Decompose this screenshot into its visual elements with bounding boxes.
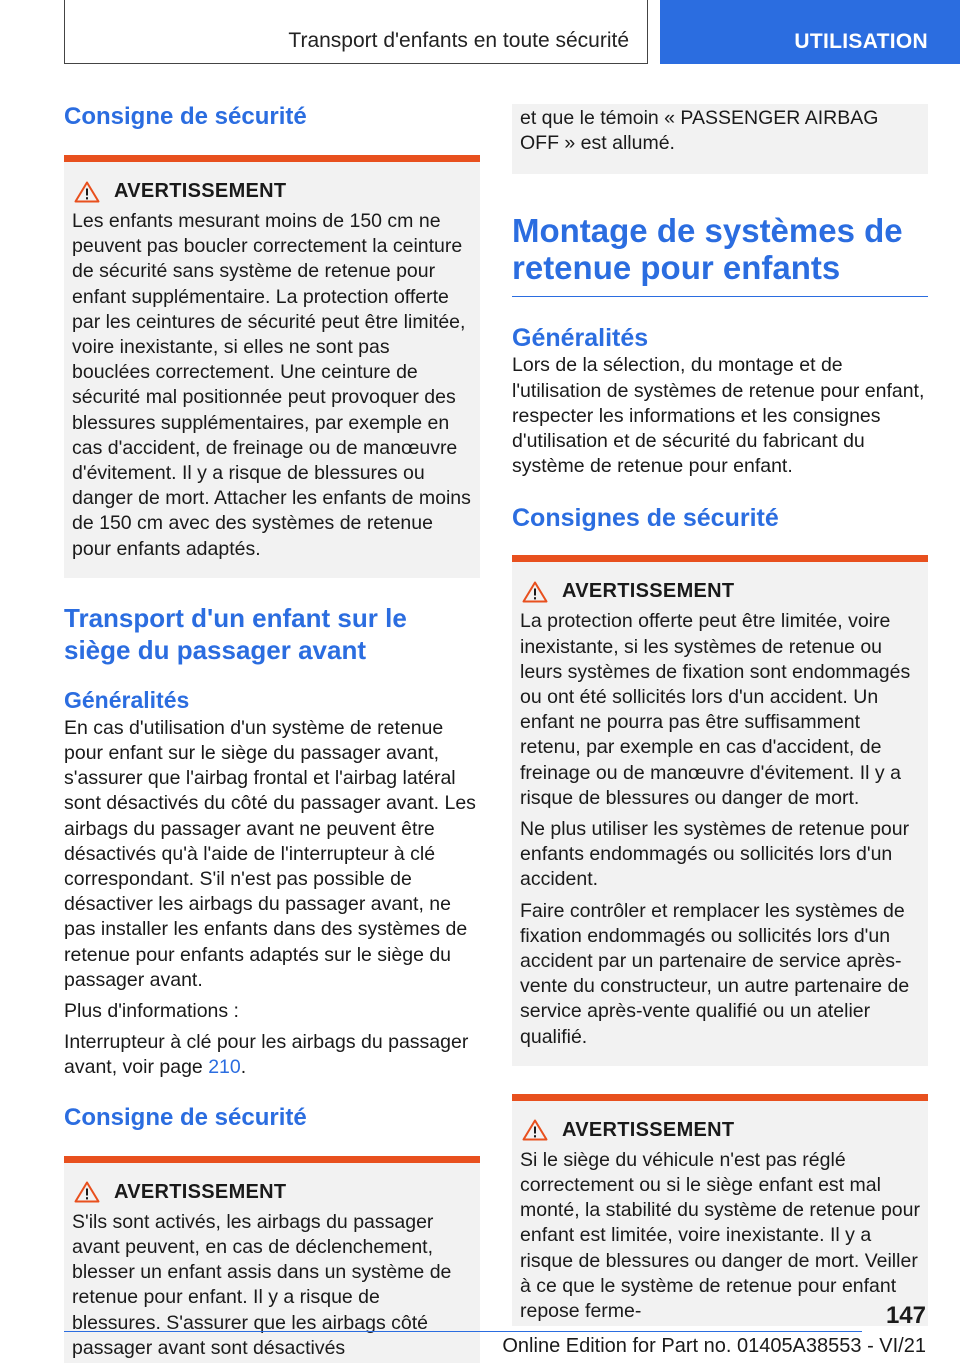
warning-box-4 [512, 1094, 928, 1326]
warning-text-3: Faire contrôler et remplacer les systèmes de fixation endommagés ou sollicités lors d'un accident par un partenaire de service après-vente du constructeur, un autre partenaire de service après-vente qualifié ou un atelier qualifié. [520, 899, 910, 1048]
paragraph-generalites: En cas d'utilisation d'un système de retenue pour enfant sur le siège du passager avant, s'assurer que l'airbag frontal et l'airbag latéral sont désactivés du côté du passager avant. Les airbags du passager avant ne peuvent être désactivés qu'à l'aide de l'interrupteur à clé correspondant. S'il n'est pas possible de désactiver les airbags du passager avant, ne pas installer les enfants dans des systèmes de retenue pour enfants adaptés sur le siège du passager avant. [64, 716, 476, 991]
reference-text: Interrupteur à clé pour les airbags du passager avant, voir page [64, 1031, 469, 1079]
warning-continuation [512, 104, 928, 174]
heading-generalites: Généralités [64, 686, 190, 713]
warning-box-1 [64, 155, 480, 578]
footer-rule [64, 1331, 862, 1332]
header-chapter-title: UTILISATION [794, 30, 928, 53]
paragraph-generalites: Lors de la sélection, du montage et de l'utilisation de systèmes de retenue pour enfant, respecter les informations et les consignes d'utilisation et de sécurité du fabricant du système de retenue pour enfant. [512, 354, 925, 478]
header-chapter-tab[interactable] [660, 0, 960, 64]
continuation-text: et que le témoin « PASSENGER AIRBAG OFF » est allumé. [520, 107, 879, 155]
warning-header [74, 180, 472, 203]
warning-label: AVERTISSEMENT [114, 180, 287, 202]
heading-consigne-securite-2: Consigne de sécurité [64, 1103, 307, 1131]
warning-label: AVERTISSEMENT [114, 1180, 287, 1203]
paragraph-reference [64, 1030, 480, 1080]
heading-rule [512, 296, 928, 297]
heading-montage: Montage de systèmes de retenue pour enfants [512, 212, 903, 287]
heading-transport-enfant: Transport d'un enfant sur le siège du passager avant [64, 602, 407, 665]
left-column [64, 100, 480, 1363]
warning-text: Les enfants mesurant moins de 150 cm ne peuvent pas boucler correctement la ceinture de sécurité sans système de retenue pour enfant supplémentaire. La protection offerte par les ceintures de sécurité peut être limitée, voire inexistante, si elles ne sont pas bouclées correctement. Une ceinture de sécurité mal positionnée peut provoquer des blessures supplémentaires, par exemple en cas d'accident, de freinage ou de manœuvre d'évitement. Il y a risque de blessures ou danger de mort. Attacher les enfants de moins de 150 cm avec des systèmes de retenue pour enfants adaptés. [72, 210, 471, 560]
warning-text-1: La protection offerte peut être limitée, voire inexistante, si les systèmes de retenue ou leurs systèmes de fixation sont endommagés ou ont été sollicités lors d'un accident. Un enfant ne pourra pas être suffisamment retenu, par exemple en cas d'accident, de freinage ou de manœuvre d'évitement. Il y a risque de blessures ou danger de mort. [520, 610, 911, 809]
paragraph-plus-informations: Plus d'informations : [64, 1000, 239, 1023]
footer-edition: Online Edition for Part no. 01405A38553 - VI/21 [502, 1335, 926, 1357]
warning-triangle-icon [74, 181, 100, 203]
header-section-title: Transport d'enfants en toute sécurité [288, 29, 629, 52]
warning-triangle-icon [522, 1119, 548, 1141]
warning-header [522, 580, 920, 603]
warning-header [74, 1181, 472, 1204]
heading-consigne-securite-1: Consigne de sécurité [64, 103, 307, 130]
warning-text: Si le siège du véhicule n'est pas réglé correctement ou si le siège enfant est mal monté, la stabilité du système de retenue pour enfant est limitée, voire inexistante. Il y a risque de blessures ou danger de mort. Veiller à ce que le système de retenue pour enfant repose ferme- [520, 1148, 920, 1323]
heading-generalites: Généralités [512, 324, 649, 353]
warning-text: S'ils sont activés, les airbags du passager avant peuvent, en cas de déclenchement, blesser un enfant assis dans un système de retenue pour enfant. Il y a risque de blessures. S'assurer que les airbags côté passager avant sont désactivés [72, 1210, 452, 1359]
right-column [512, 104, 928, 1326]
warning-text-2: Ne plus utiliser les systèmes de retenue pour enfants endommagés ou sollicités lors d'un accident. [520, 818, 910, 891]
reference-end: . [240, 1056, 247, 1079]
page-link[interactable]: 210 [208, 1056, 241, 1079]
warning-label: AVERTISSEMENT [562, 1118, 735, 1141]
warning-box-3 [512, 555, 928, 1065]
header-section-box [64, 0, 648, 64]
warning-triangle-icon [74, 1181, 100, 1203]
heading-consignes-securite: Consignes de sécurité [512, 504, 779, 533]
warning-header [522, 1119, 920, 1142]
warning-label: AVERTISSEMENT [562, 580, 735, 603]
warning-triangle-icon [522, 581, 548, 603]
page-number: 147 [885, 1302, 926, 1329]
